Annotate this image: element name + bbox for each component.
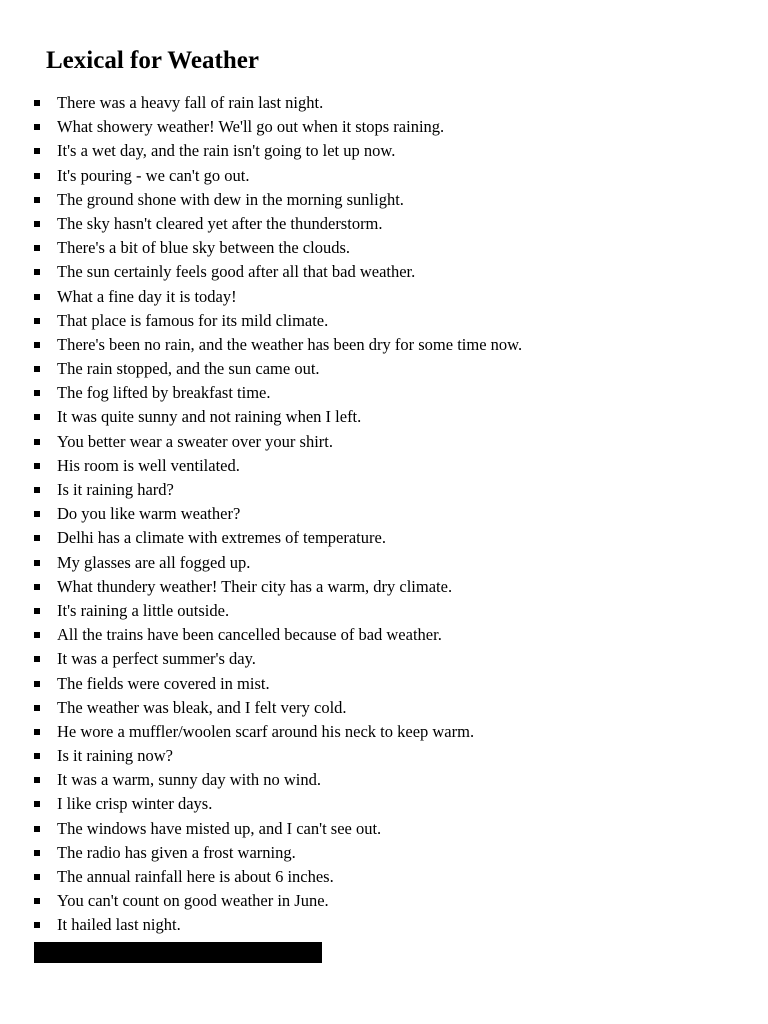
square-bullet-icon <box>34 560 40 566</box>
list-item-text: The fields were covered in mist. <box>57 673 270 693</box>
list-item-text: He wore a muffler/woolen scarf around his neck to keep warm. <box>57 721 475 741</box>
square-bullet-icon <box>34 632 40 638</box>
list-item-text: What showery weather! We'll go out when it stops raining. <box>57 117 445 137</box>
square-bullet-icon <box>34 898 40 904</box>
list-item-text: My glasses are all fogged up. <box>57 552 251 572</box>
square-bullet-icon <box>34 681 40 687</box>
square-bullet-icon <box>34 801 40 807</box>
square-bullet-icon <box>34 535 40 541</box>
square-bullet-icon <box>34 922 40 928</box>
page-title: Lexical for Weather <box>46 47 259 74</box>
list-item-text: The sky hasn't cleared yet after the thunderstorm. <box>57 213 383 233</box>
list-item <box>0 164 768 188</box>
list-item-text: What thundery weather! Their city has a warm, dry climate. <box>57 576 453 596</box>
list-item-text: There was a heavy fall of rain last night. <box>57 93 324 112</box>
square-bullet-icon <box>34 148 40 154</box>
square-bullet-icon <box>34 777 40 783</box>
list-item <box>0 623 768 647</box>
square-bullet-icon <box>34 269 40 275</box>
list-item-text: The sun certainly feels good after all that bad weather. <box>57 262 416 282</box>
square-bullet-icon <box>34 850 40 856</box>
list-item <box>0 768 768 792</box>
square-bullet-icon <box>34 100 40 106</box>
list-item-text: It was quite sunny and not raining when I left. <box>57 407 362 427</box>
square-bullet-icon <box>34 729 40 735</box>
list-item <box>0 575 768 599</box>
list-item-text: The windows have misted up, and I can't see out. <box>57 818 382 838</box>
list-item <box>0 260 768 284</box>
list-item <box>0 817 768 841</box>
square-bullet-icon <box>34 342 40 348</box>
list-item-text: The radio has given a frost warning. <box>57 842 296 862</box>
square-bullet-icon <box>34 511 40 517</box>
list-item <box>0 236 768 260</box>
list-item <box>0 285 768 309</box>
list-item-text: The weather was bleak, and I felt very cold. <box>57 697 347 717</box>
square-bullet-icon <box>34 439 40 445</box>
list-item-text: Is it raining now? <box>57 746 173 766</box>
list-item-text: His room is well ventilated. <box>57 455 240 475</box>
list-item-text: What a fine day it is today! <box>57 286 237 306</box>
list-item <box>0 841 768 865</box>
list-item-text: You can't count on good weather in June. <box>57 891 329 911</box>
list-item <box>0 357 768 381</box>
list-item-text: That place is famous for its mild climate. <box>57 310 329 330</box>
square-bullet-icon <box>34 463 40 469</box>
list-item <box>0 405 768 429</box>
list-item-text: All the trains have been cancelled because of bad weather. <box>57 625 442 645</box>
square-bullet-icon <box>34 487 40 493</box>
list-item <box>0 188 768 212</box>
list-item <box>0 526 768 550</box>
square-bullet-icon <box>34 197 40 203</box>
sentence-list <box>0 91 768 938</box>
square-bullet-icon <box>34 705 40 711</box>
list-item-text: It's a wet day, and the rain isn't going to let up now. <box>57 141 396 161</box>
list-item-text: It was a warm, sunny day with no wind. <box>57 770 321 790</box>
list-item <box>0 696 768 720</box>
list-item <box>0 792 768 816</box>
square-bullet-icon <box>34 173 40 179</box>
list-item-text: It hailed last night. <box>57 915 181 935</box>
square-bullet-icon <box>34 124 40 130</box>
square-bullet-icon <box>34 221 40 227</box>
list-item <box>0 502 768 526</box>
list-item <box>0 599 768 623</box>
list-item <box>0 672 768 696</box>
square-bullet-icon <box>34 366 40 372</box>
list-item <box>0 913 768 937</box>
list-item-text: Delhi has a climate with extremes of temperature. <box>57 528 386 548</box>
list-item <box>0 381 768 405</box>
list-item-text: It's pouring - we can't go out. <box>57 165 250 185</box>
list-item <box>0 647 768 671</box>
list-item <box>0 309 768 333</box>
square-bullet-icon <box>34 414 40 420</box>
list-item-text: There's been no rain, and the weather has been dry for some time now. <box>57 334 523 354</box>
square-bullet-icon <box>34 753 40 759</box>
list-item <box>0 333 768 357</box>
square-bullet-icon <box>34 245 40 251</box>
list-item <box>0 865 768 889</box>
list-item <box>0 212 768 236</box>
list-item-text: Is it raining hard? <box>57 480 174 499</box>
list-item-text: I like crisp winter days. <box>57 794 213 814</box>
list-item <box>0 430 768 454</box>
list-item-text: It was a perfect summer's day. <box>57 649 256 669</box>
list-item <box>0 139 768 163</box>
list-item-text: The fog lifted by breakfast time. <box>57 383 271 403</box>
list-item <box>0 115 768 139</box>
square-bullet-icon <box>34 390 40 396</box>
list-item-text: Do you like warm weather? <box>57 504 241 524</box>
square-bullet-icon <box>34 608 40 614</box>
list-item-text: There's a bit of blue sky between the clouds. <box>57 238 351 258</box>
list-item-text: It's raining a little outside. <box>57 600 230 620</box>
square-bullet-icon <box>34 826 40 832</box>
square-bullet-icon <box>34 294 40 300</box>
list-item-text: The annual rainfall here is about 6 inches. <box>57 867 334 886</box>
square-bullet-icon <box>34 874 40 880</box>
list-item <box>0 720 768 744</box>
list-item <box>0 454 768 478</box>
list-item <box>0 478 768 502</box>
list-item <box>0 551 768 575</box>
square-bullet-icon <box>34 584 40 590</box>
square-bullet-icon <box>34 318 40 324</box>
redaction-bar <box>34 942 322 963</box>
list-item <box>0 91 768 115</box>
list-item-text: The ground shone with dew in the morning sunlight. <box>57 189 404 209</box>
square-bullet-icon <box>34 656 40 662</box>
list-item-text: You better wear a sweater over your shirt. <box>57 431 333 451</box>
list-item-text: The rain stopped, and the sun came out. <box>57 359 320 379</box>
list-item <box>0 744 768 768</box>
list-item <box>0 889 768 913</box>
